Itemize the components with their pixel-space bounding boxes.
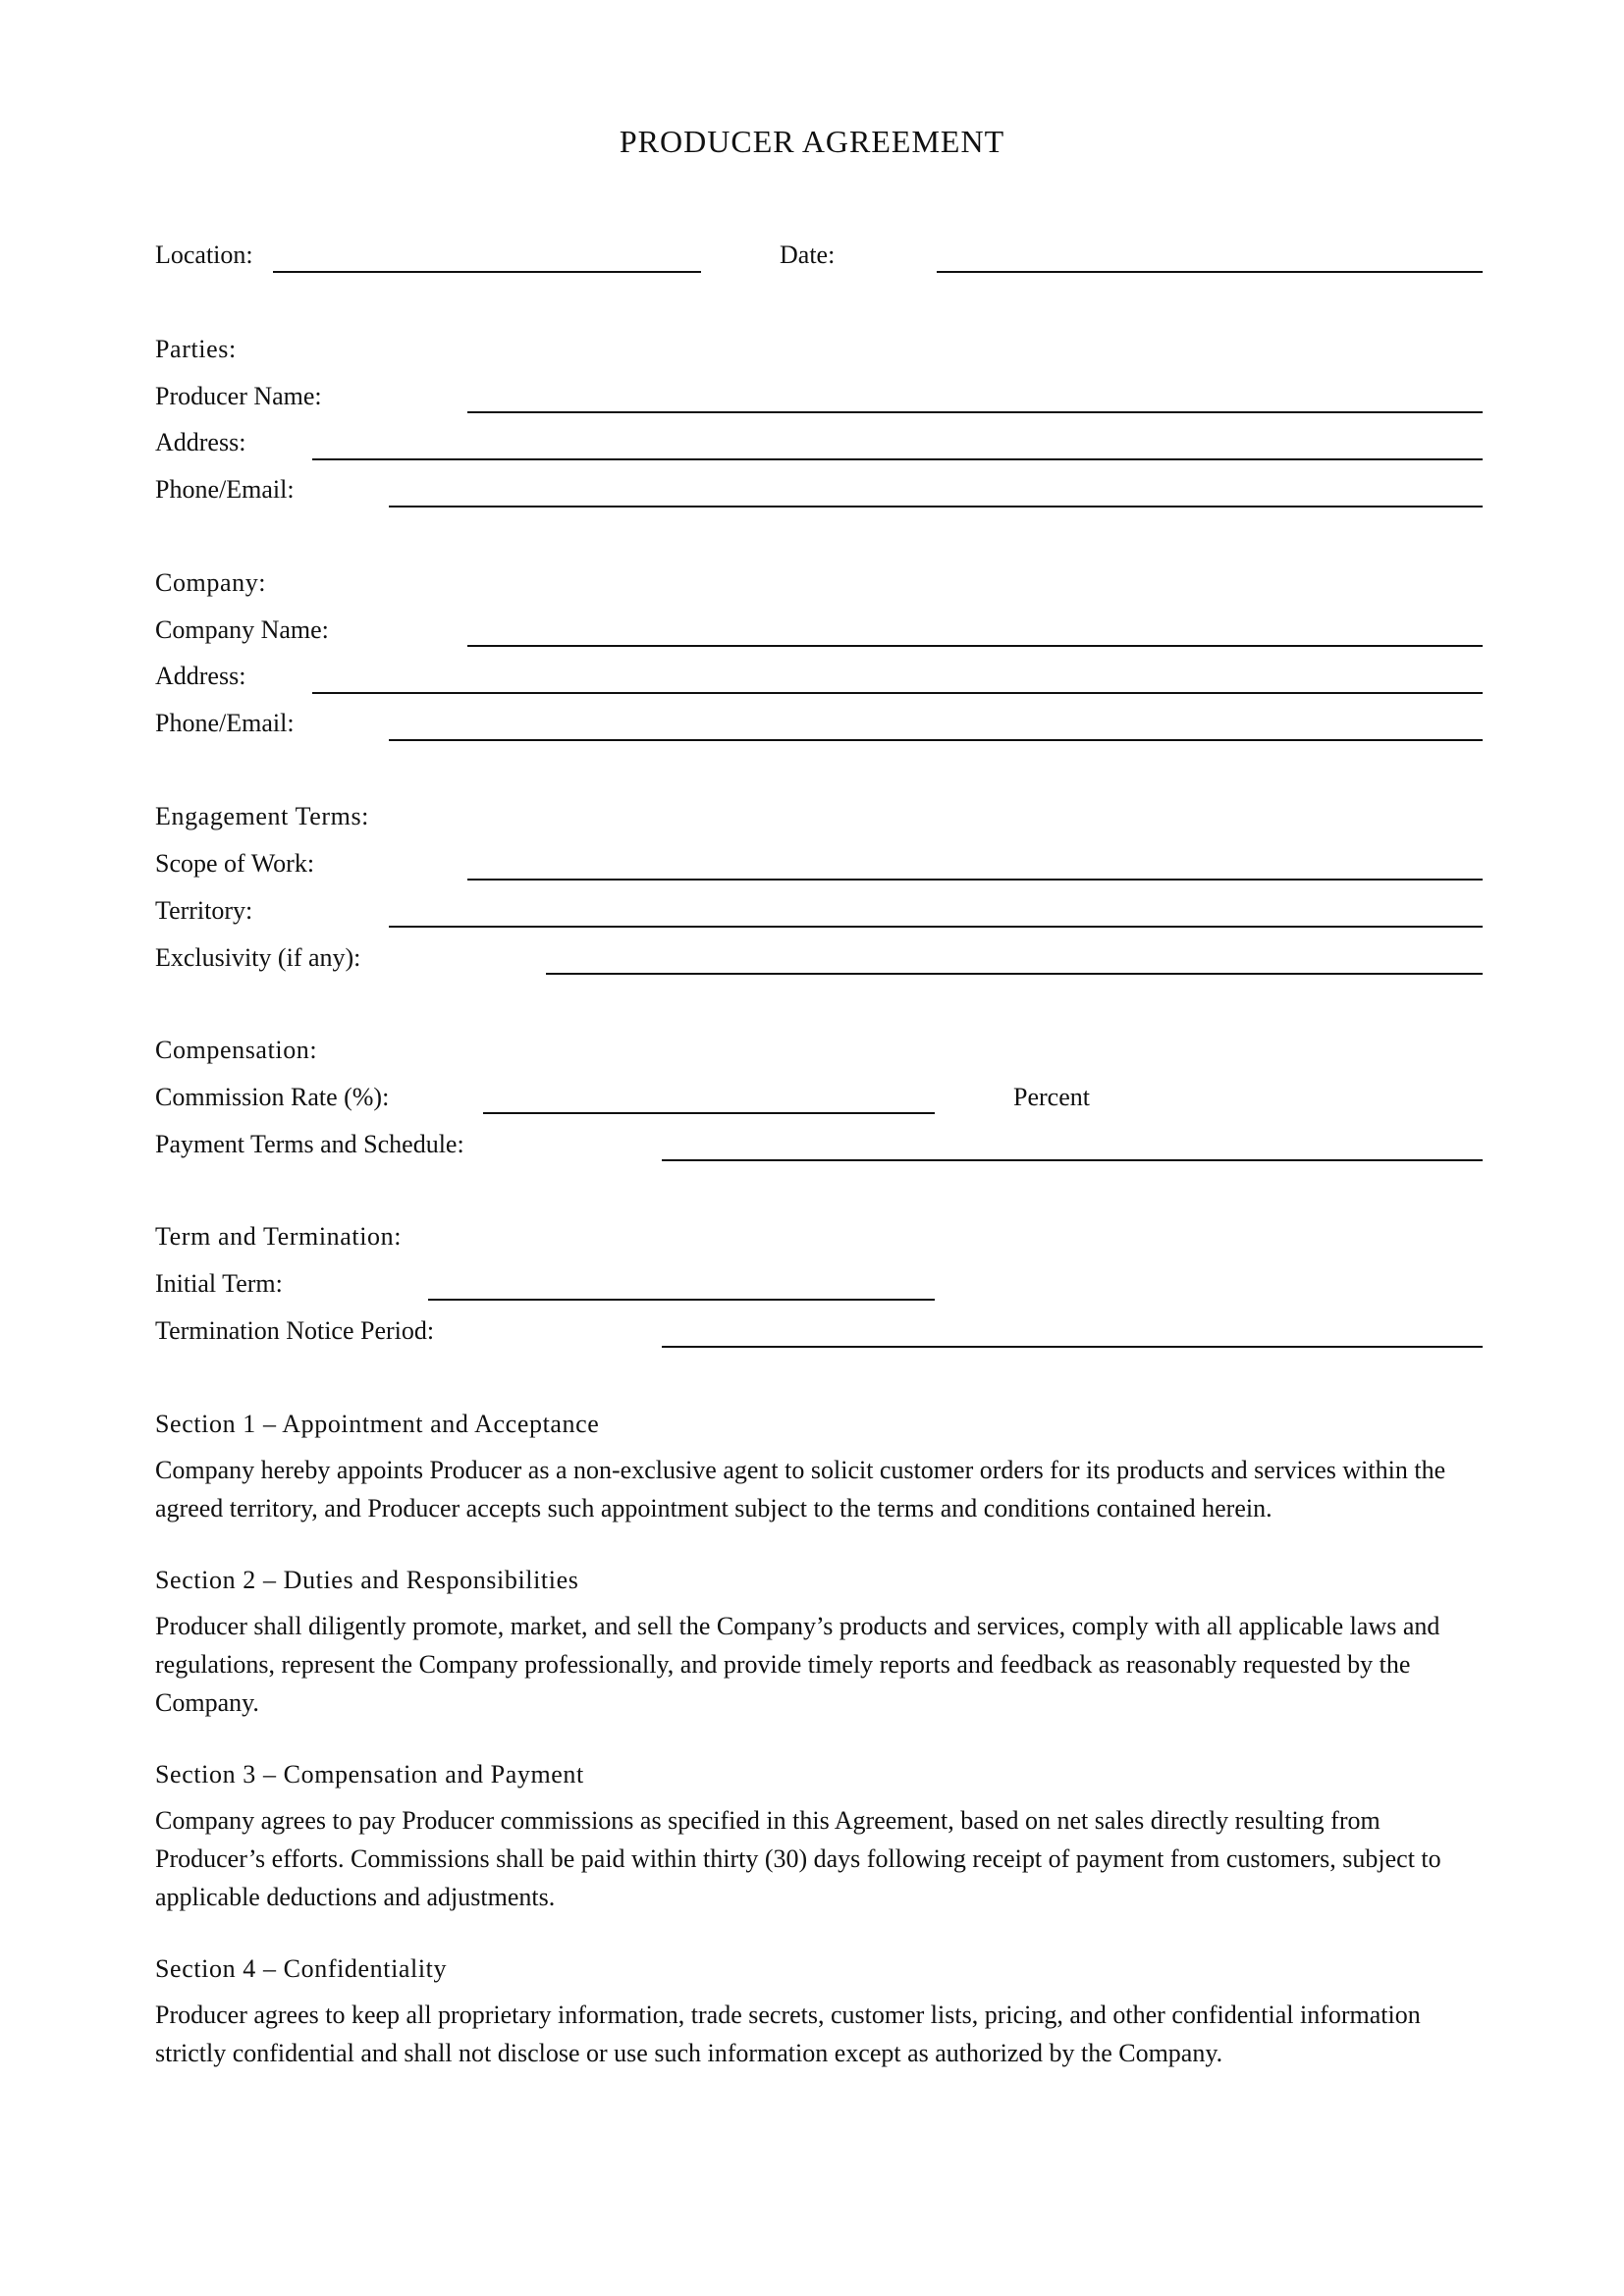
initial-term-label: Initial Term: [155, 1269, 283, 1298]
section-2-body: Producer shall diligently promote, market, and sell the Company’s products and services, comply with all applicable laws and regulations, represent the Company professionally, and provide timely reports and feedback as reasonably requested by the Company. [155, 1612, 1440, 1717]
section-3-heading: Section 3 – Compensation and Payment [155, 1760, 584, 1789]
producer-name-field[interactable] [467, 411, 1483, 413]
company-name-field[interactable] [467, 645, 1483, 647]
date-field[interactable] [937, 271, 1483, 273]
section-3-body: Company agrees to pay Producer commissions as specified in this Agreement, based on net sales directly resulting from Producer’s efforts. Commissions shall be paid within thirty (30) days following receipt of payment from customers, subject to applicable deductions and adjustments. [155, 1806, 1441, 1911]
territory-field[interactable] [389, 926, 1483, 928]
producer-name-label: Producer Name: [155, 382, 322, 410]
company-address-field[interactable] [312, 692, 1483, 694]
location-label: Location: [155, 240, 253, 269]
scope-label: Scope of Work: [155, 849, 315, 878]
scope-field[interactable] [467, 879, 1483, 881]
compensation-heading: Compensation: [155, 1036, 318, 1064]
percent-label: Percent [1013, 1083, 1090, 1111]
section-2-heading: Section 2 – Duties and Responsibilities [155, 1566, 579, 1594]
company-phone-email-label: Phone/Email: [155, 709, 295, 737]
section-4-body: Producer agrees to keep all proprietary information, trade secrets, customer lists, pricing, and other confidential information strictly confidential and shall not disclose or use such information except as authorized by the Company. [155, 2001, 1421, 2067]
commission-rate-label: Commission Rate (%): [155, 1083, 390, 1111]
engagement-heading: Engagement Terms: [155, 802, 370, 830]
termination-notice-field[interactable] [662, 1346, 1483, 1348]
termination-notice-label: Termination Notice Period: [155, 1316, 435, 1345]
company-phone-email-field[interactable] [389, 739, 1483, 741]
producer-phone-email-label: Phone/Email: [155, 475, 295, 504]
parties-heading: Parties: [155, 335, 237, 363]
payment-terms-label: Payment Terms and Schedule: [155, 1130, 464, 1158]
commission-rate-field[interactable] [483, 1112, 935, 1114]
producer-phone-email-field[interactable] [389, 506, 1483, 507]
company-name-label: Company Name: [155, 615, 329, 644]
location-field[interactable] [273, 271, 701, 273]
section-1-heading: Section 1 – Appointment and Acceptance [155, 1410, 600, 1438]
producer-address-label: Address: [155, 428, 246, 456]
term-heading: Term and Termination: [155, 1222, 403, 1251]
document-title: PRODUCER AGREEMENT [619, 124, 1005, 159]
section-1-body: Company hereby appoints Producer as a non-exclusive agent to solicit customer orders for its products and services within the agreed territory, and Producer accepts such appointment subject to the terms and conditions contained herein. [155, 1456, 1446, 1522]
exclusivity-label: Exclusivity (if any): [155, 943, 361, 972]
date-label: Date: [780, 240, 836, 269]
initial-term-field[interactable] [428, 1299, 935, 1301]
territory-label: Territory: [155, 896, 253, 925]
section-4-heading: Section 4 – Confidentiality [155, 1954, 448, 1983]
company-address-label: Address: [155, 662, 246, 690]
producer-address-field[interactable] [312, 458, 1483, 460]
payment-terms-field[interactable] [662, 1159, 1483, 1161]
company-heading: Company: [155, 568, 267, 597]
exclusivity-field[interactable] [546, 973, 1483, 975]
